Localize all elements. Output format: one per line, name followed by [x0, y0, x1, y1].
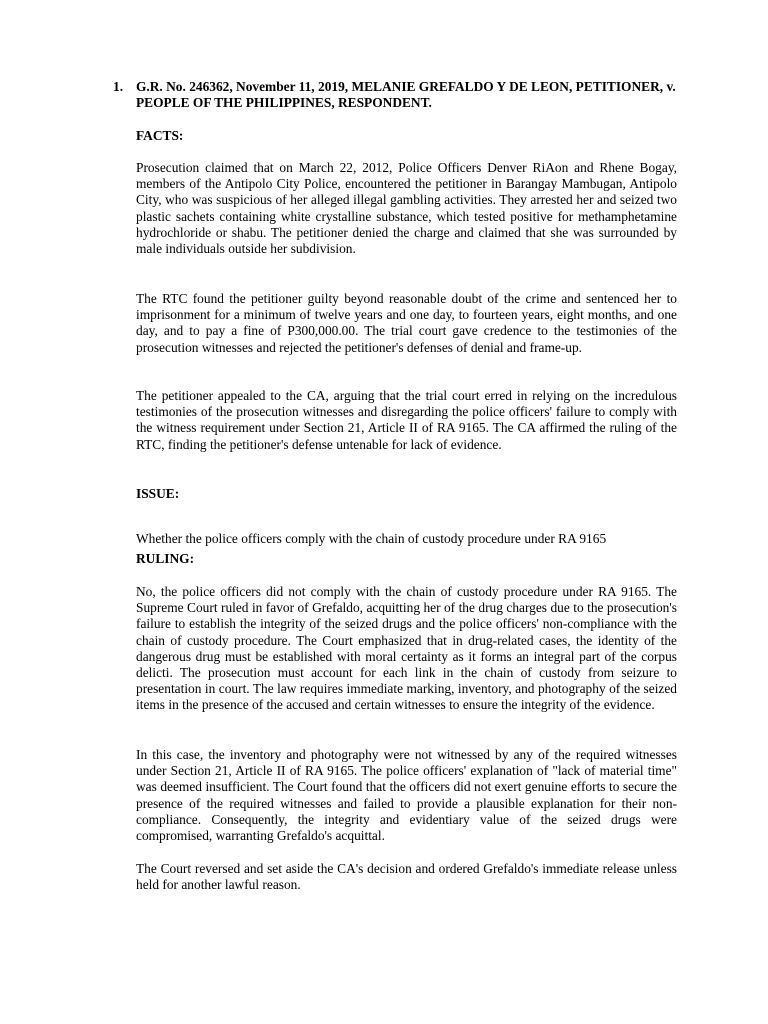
ruling-paragraph-1: No, the police officers did not comply with the chain of custody procedure under RA 9165. The Supreme Court ruled in favor of Grefaldo, acquitting her of the drug charges due to the prosecution's failure to establish the integrity of the seized drugs and the police officers' non-compliance with the chain of custody procedure. The Court emphasized that in drug-related cases, the identity of the dangerous drug must be established with moral certainty as it forms an integral part of the corpus delicti. The prosecution must account for each link in the chain of custody from seizure to presentation in court. The law requires immediate marking, inventory, and photography of the seized items in the presence of the accused and certain witnesses to ensure the integrity of the evidence.: [136, 584, 677, 713]
ruling-paragraph-3: The Court reversed and set aside the CA's decision and ordered Grefaldo's immediate release unless held for another lawful reason.: [136, 861, 677, 893]
facts-paragraph-2: The RTC found the petitioner guilty beyond reasonable doubt of the crime and sentenced her to imprisonment for a minimum of twelve years and one day, to fourteen years, eight months, and one day, and to pay a fine of P300,000.00. The trial court gave credence to the testimonies of the prosecution witnesses and rejected the petitioner's defenses of denial and frame-up.: [136, 291, 677, 355]
facts-label: FACTS:: [136, 128, 184, 143]
issue-text: Whether the police officers comply with the chain of custody procedure under RA 9165: [136, 531, 607, 547]
issue-label: ISSUE:: [136, 486, 180, 501]
item-number: 1.: [113, 79, 124, 94]
case-title: G.R. No. 246362, November 11, 2019, MELANIE GREFALDO Y DE LEON, PETITIONER, v. PEOPLE OF THE PHILIPPINES, RESPONDENT.: [136, 79, 676, 111]
facts-paragraph-1: Prosecution claimed that on March 22, 2012, Police Officers Denver RiAon and Rhene Bogay, members of the Antipolo City Police, encountered the petitioner in Barangay Mambugan, Antipolo City, who was suspicious of her alleged illegal gambling activities. They arrested her and seized two plastic sachets containing white crystalline substance, which tested positive for methamphetamine hydrochloride or shabu. The petitioner denied the charge and claimed that she was surrounded by male individuals outside her subdivision.: [136, 160, 677, 257]
facts-paragraph-3: The petitioner appealed to the CA, arguing that the trial court erred in relying on the incredulous testimonies of the prosecution witnesses and disregarding the police officers' failure to comply with the witness requirement under Section 21, Article II of RA 9165. The CA affirmed the ruling of the RTC, finding the petitioner's defense untenable for lack of evidence.: [136, 388, 677, 452]
ruling-label: RULING:: [136, 551, 195, 566]
ruling-paragraph-2: In this case, the inventory and photography were not witnessed by any of the required witnesses under Section 21, Article II of RA 9165. The police officers' explanation of "lack of material time" was deemed insufficient. The Court found that the officers did not exert genuine efforts to secure the presence of the required witnesses and failed to provide a plausible explanation for their non-compliance. Consequently, the integrity and evidentiary value of the seized drugs were compromised, warranting Grefaldo's acquittal.: [136, 747, 677, 844]
